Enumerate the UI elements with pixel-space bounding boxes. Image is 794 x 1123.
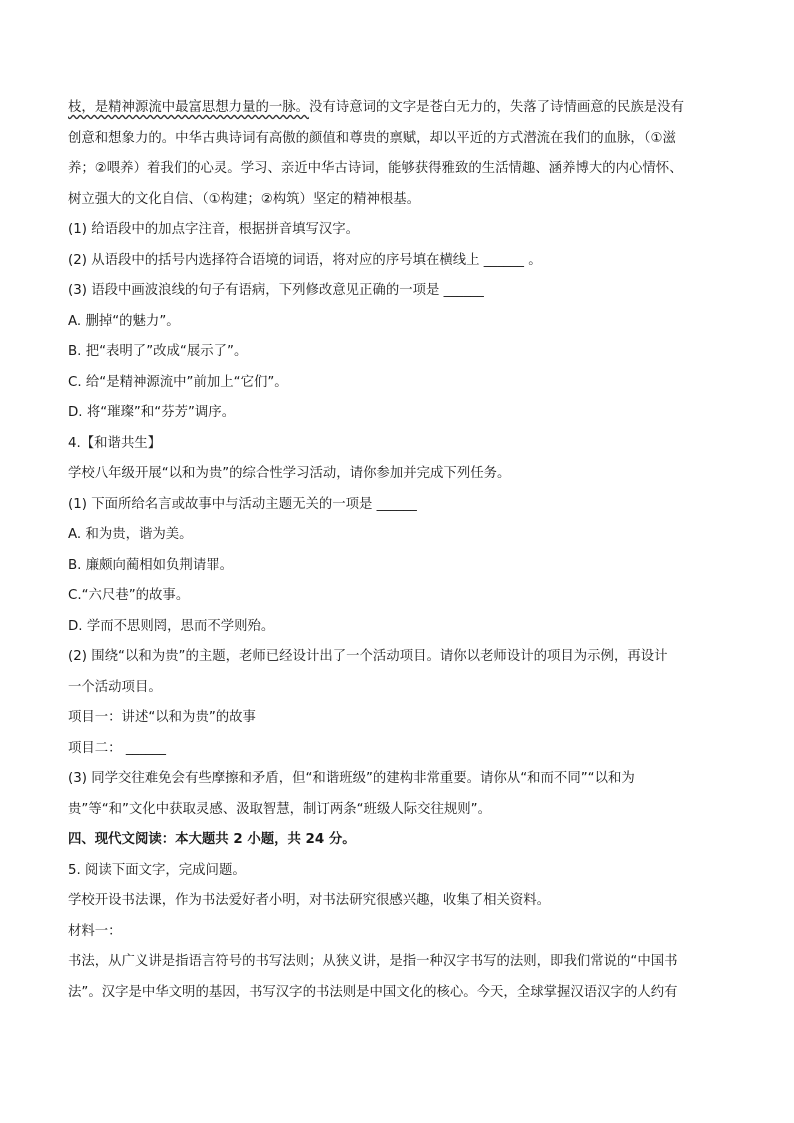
question-heading: 4.【和谐共生】 [68,435,162,451]
material-label: 材料一： [68,923,122,939]
question-text: (1) 给语段中的加点字注音，根据拼音填写汉字。 [68,222,360,237]
option-c: C. 给“是精神源流中”前加上“它们”。 [68,374,288,390]
question-text: (3) 语段中画波浪线的句子有语病，下列修改意见正确的一项是 ______ [68,283,484,298]
option-a: A. 删掉“的魅力”。 [68,313,180,329]
paragraph-line: 学校开设书法课，作为书法爱好者小明，对书法研究很感兴趣，收集了相关资料。 [68,893,551,908]
project-item: 项目一：讲述“以和为贵”的故事 [68,710,256,725]
option-a: A. 和为贵，谐为美。 [68,527,193,542]
paragraph-line: 树立强大的文化自信、（①构建；②构筑）坚定的精神根基。 [68,191,421,207]
paragraph-line [68,98,728,118]
question-text: (2) 从语段中的括号内选择符合语境的词语，将对应的序号填在横线上 ______ 。 [68,252,542,268]
question-heading: 5. 阅读下面文字，完成问题。 [68,862,246,878]
option-d: D. 将“璀璨”和“芬芳”调序。 [68,405,236,420]
question-text: 一个活动项目。 [68,679,162,695]
wavy-underlined-sentence: 枝，是精神源流中最富思想力量的一脉。 [68,100,310,115]
question-text: (2) 围绕“以和为贵”的主题，老师已经设计出了一个活动项目。请你以老师设计的项目为示例，再设计 [68,649,668,664]
paragraph-line: 书法，从广义讲是指语言符号的书写法则；从狭义讲，是指一种汉字书写的法则，即我们常说的“中国书 [68,954,678,969]
question-text: (1) 下面所给名言或故事中与活动主题无关的一项是 ______ [68,496,417,512]
paragraph-text: 没有诗意词的文字是苍白无力的，失落了诗情画意的民族是没有 [309,100,684,115]
option-b: B. 廉颇向蔺相如负荆请罪。 [68,557,233,573]
paragraph-line: 创意和想象力的。中华古典诗词有高傲的颜值和尊贵的禀赋，却以平近的方式潜流在我们的血脉，（①滋 [68,130,676,146]
project-item: 项目二： ______ [68,740,166,756]
option-d: D. 学而不思则罔，思而不学则殆。 [68,618,275,634]
option-c: C.“六尺巷”的故事。 [68,588,190,603]
paragraph-line: 法”。汉字是中华文明的基因，书写汉字的书法则是中国文化的核心。今天，全球掌握汉语汉字的人约有 [68,984,678,1000]
question-text: (3) 同学交往难免会有些摩擦和矛盾，但“和谐班级”的建构非常重要。请你从“和而不同”“以和为 [68,771,635,786]
paragraph-line: 学校八年级开展“以和为贵”的综合性学习活动，请你参加并完成下列任务。 [68,466,511,481]
document-body [68,98,728,1013]
paragraph-line: 养；②喂养）着我们的心灵。学习、亲近中华古诗词，能够获得雅致的生活情趣、涵养博大的内心情怀、 [68,161,683,176]
section-heading: 四、现代文阅读：本大题共 2 小题，共 24 分。 [68,832,356,847]
question-text: 贵”等“和”文化中获取灵感、汲取智慧，制订两条“班级人际交往规则”。 [68,801,492,817]
option-b: B. 把“表明了”改成“展示了”。 [68,344,248,359]
